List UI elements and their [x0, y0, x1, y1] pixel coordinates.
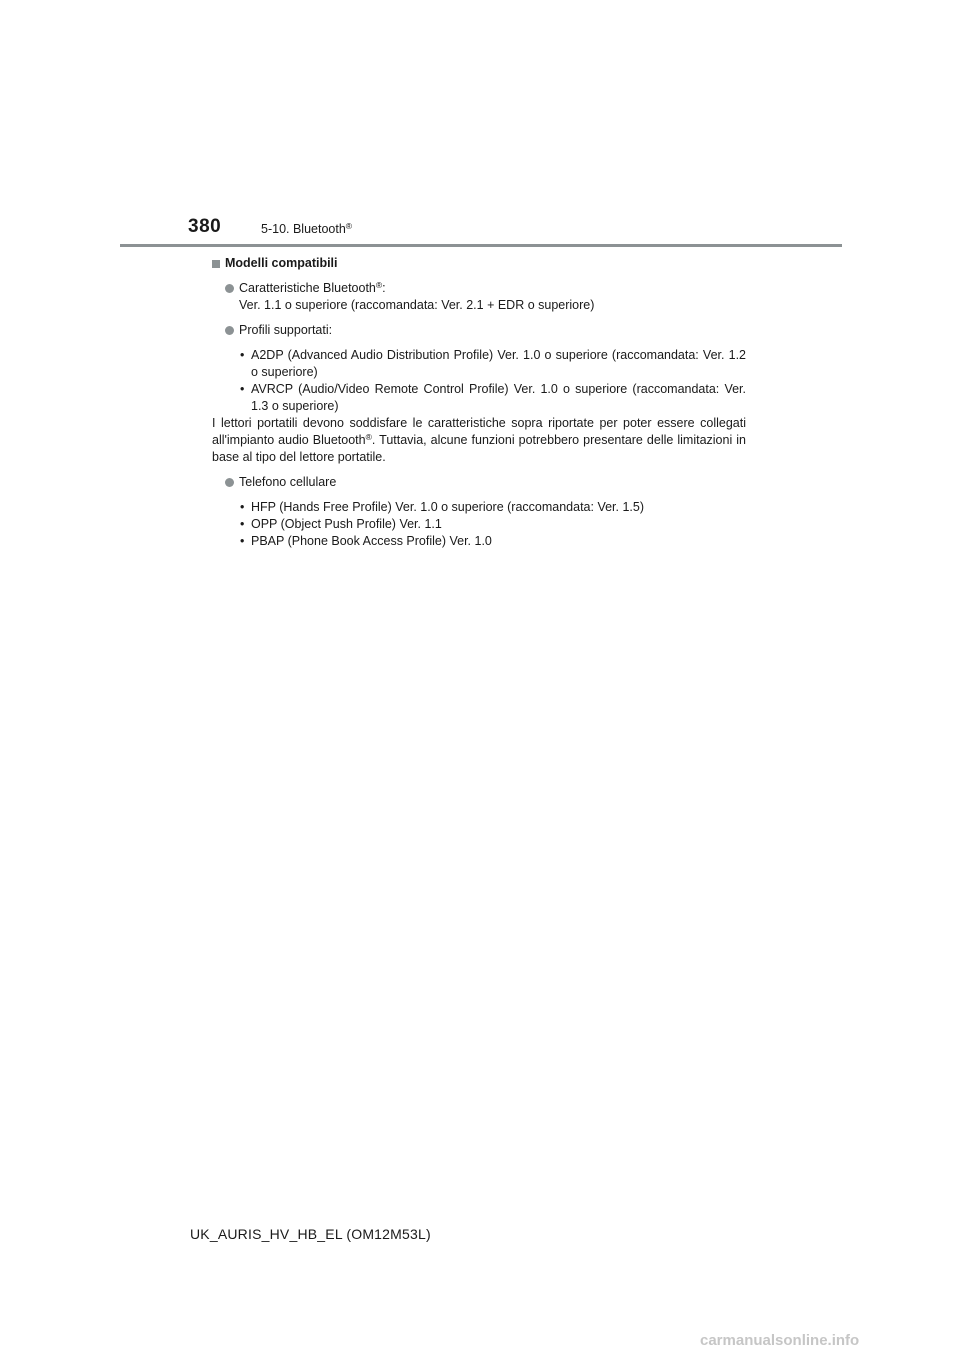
section-title: 5-10. Bluetooth® — [261, 221, 353, 236]
bullet-text: Caratteristiche Bluetooth®: Ver. 1.1 o superiore (raccomandata: Ver. 2.1 + EDR o superiore) — [239, 280, 595, 312]
page-number: 380 — [188, 216, 222, 237]
bullet-text: Profili supportati: — [239, 323, 333, 337]
list-item: • PBAP (Phone Book Access Profile) Ver. 1.0 — [240, 534, 492, 548]
heading-row — [212, 255, 746, 272]
bullet-bluetooth-spec — [212, 280, 746, 314]
list-item: • AVRCP (Audio/Video Remote Control Profile) Ver. 1.0 o superiore (raccomandata: Ver. 1.3 o superiore) — [240, 382, 746, 413]
list-item: • A2DP (Advanced Audio Distribution Profile) Ver. 1.0 o superiore (raccomandata: Ver. 1.2 o superiore) — [240, 348, 746, 379]
version-line: Ver. 1.1 o superiore (raccomandata: Ver. 2.1 + EDR o superiore) — [239, 298, 595, 312]
section-heading: Modelli compatibili — [225, 256, 338, 270]
profiles-list — [212, 347, 746, 415]
bullet-profiles — [212, 322, 746, 339]
phone-profiles-list — [212, 499, 746, 550]
circle-bullet-icon — [225, 478, 234, 487]
document-code: UK_AURIS_HV_HB_EL (OM12M53L) — [190, 1226, 431, 1242]
compatibility-note: I lettori portatili devono soddisfare le caratteristiche sopra riportate per poter essere collegati all'impianto audio Bluetooth®. Tuttavia, alcune funzioni potrebbero presentare delle limitazioni in base al tipo del lettore portatile. — [212, 416, 746, 464]
bullet-phone — [212, 474, 746, 491]
registered-mark: ® — [345, 221, 353, 231]
watermark: carmanualsonline.info — [700, 1332, 860, 1349]
content-area — [212, 255, 746, 550]
list-item: • OPP (Object Push Profile) Ver. 1.1 — [240, 517, 442, 531]
circle-bullet-icon — [225, 326, 234, 335]
bullet-text: Telefono cellulare — [239, 475, 337, 489]
square-bullet-icon — [212, 260, 220, 268]
header-divider — [120, 244, 842, 247]
list-item: • HFP (Hands Free Profile) Ver. 1.0 o superiore (raccomandata: Ver. 1.5) — [240, 500, 645, 514]
circle-bullet-icon — [225, 284, 234, 293]
